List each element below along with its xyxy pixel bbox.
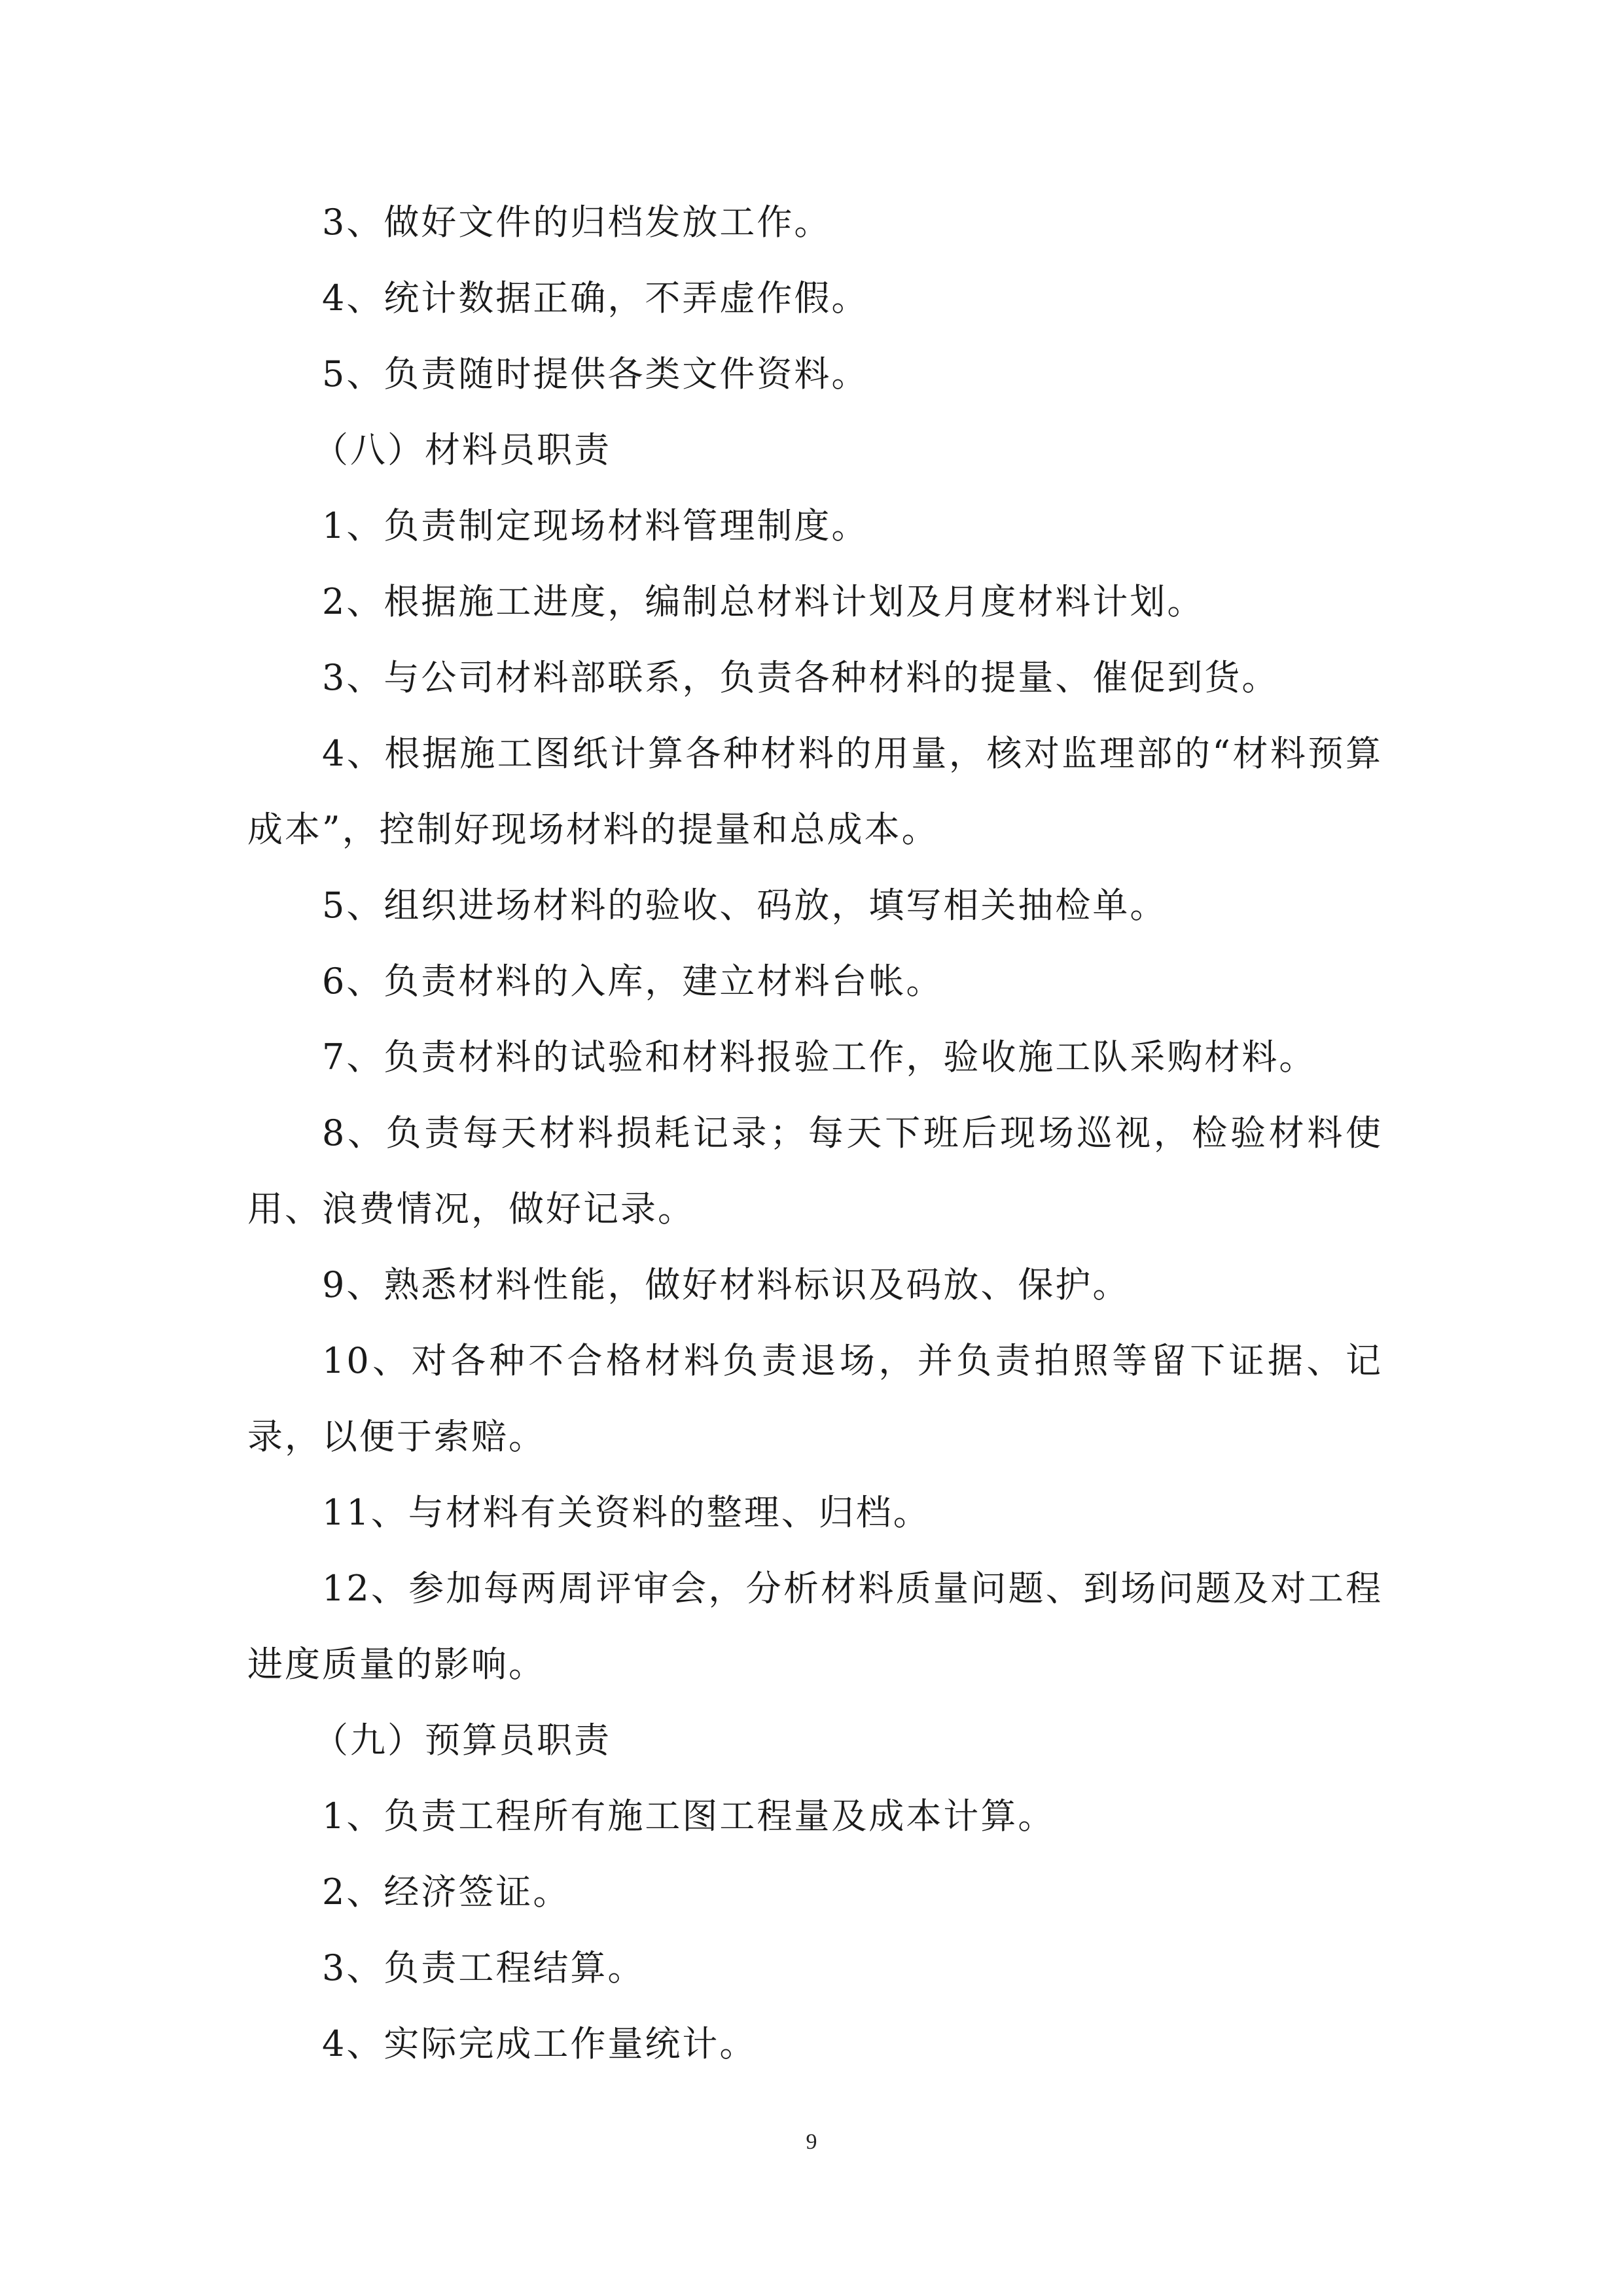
section-heading-budget-clerk: （九）预算员职责: [313, 1720, 611, 1761]
list-item: 6、负责材料的入库，建立材料台帐。: [322, 961, 944, 1002]
list-item: 5、组织进场材料的验收、码放，填写相关抽检单。: [322, 885, 1168, 926]
document-body: [247, 185, 1383, 2082]
list-item: 9、熟悉材料性能，做好材料标识及码放、保护。: [322, 1264, 1130, 1305]
list-item: 7、负责材料的试验和材料报验工作，验收施工队采购材料。: [322, 1036, 1317, 1078]
section-heading-material-clerk: （八）材料员职责: [313, 429, 611, 470]
list-item: 3、做好文件的归档发放工作。: [322, 202, 832, 243]
list-item: 10、对各种不合格材料负责退场，并负责拍照等留下证据、记录，以便于索赔。: [247, 1340, 1383, 1457]
list-item: 3、负责工程结算。: [322, 1947, 645, 1988]
list-item: 2、经济签证。: [322, 1871, 571, 1913]
list-item: 11、与材料有关资料的整理、归档。: [322, 1492, 931, 1533]
list-item: 3、与公司材料部联系，负责各种材料的提量、催促到货。: [322, 657, 1279, 698]
list-item: 4、根据施工图纸计算各种材料的用量，核对监理部的“材料预算成本”，控制好现场材料的提量和总成本。: [247, 733, 1383, 850]
list-item: 4、实际完成工作量统计。: [322, 2023, 757, 2064]
list-item: 1、负责制定现场材料管理制度。: [322, 505, 869, 546]
list-item: 8、负责每天材料损耗记录；每天下班后现场巡视，检验材料使用、浪费情况，做好记录。: [247, 1112, 1383, 1229]
page-number: 9: [806, 2130, 817, 2154]
list-item: 4、统计数据正确，不弄虚作假。: [322, 277, 869, 319]
list-item: 12、参加每两周评审会，分析材料质量问题、到场问题及对工程进度质量的影响。: [247, 1568, 1383, 1685]
list-item: 5、负责随时提供各类文件资料。: [322, 353, 869, 395]
list-item: 1、负责工程所有施工图工程量及成本计算。: [322, 1795, 1056, 1837]
list-item: 2、根据施工进度，编制总材料计划及月度材料计划。: [322, 581, 1205, 622]
